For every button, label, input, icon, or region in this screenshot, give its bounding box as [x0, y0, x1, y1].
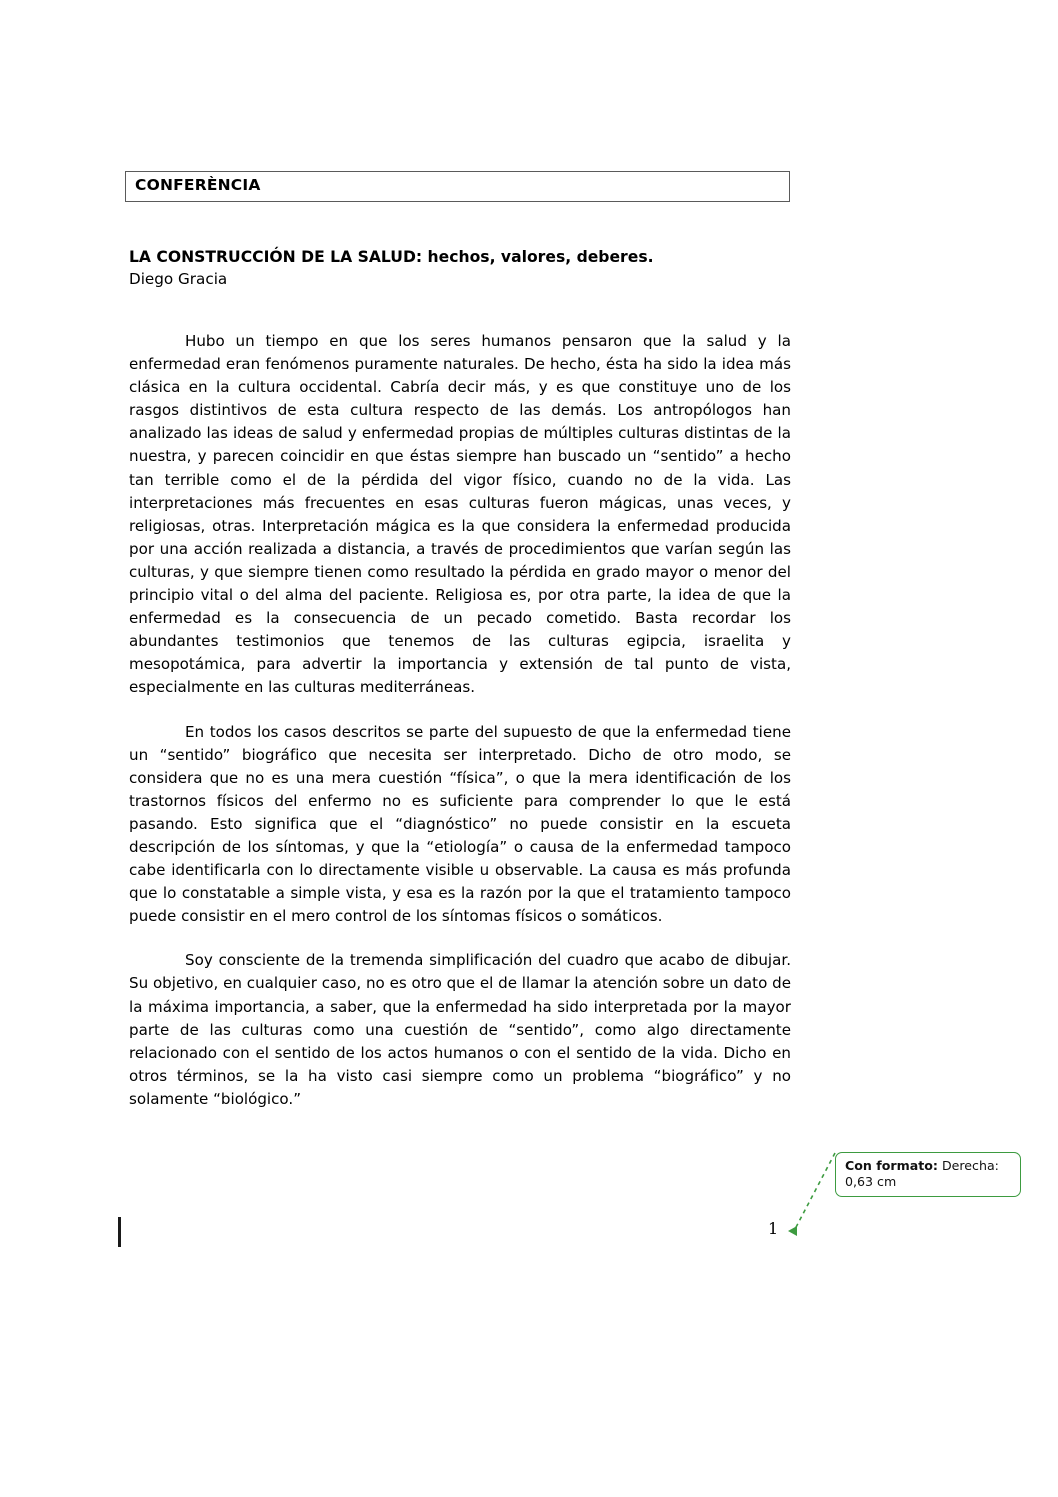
- format-comment-balloon[interactable]: [835, 1152, 1021, 1197]
- body-paragraph: En todos los casos descritos se parte del supuesto de que la enfermedad tiene un “sentido” biográfico que necesita ser interpretado. Dicho de otro modo, se considera que no es una mera cuestión “física”, o que la mera identificación de los trastornos físicos del enfermo no es suficiente para comprender lo que le está pasando. Esto significa que el “diagnóstico” no puede consistir en la escueta descripción de los síntomas, y que la “etiología” o causa de la enfermedad tampoco cabe identificarla con lo directamente visible u observable. La causa es más profunda que lo constatable a simple vista, y esa es la razón por la que el tratamiento tampoco puede consistir en el mero control de los síntomas físicos o somáticos.: [129, 722, 791, 926]
- page-number: 1: [768, 1219, 779, 1238]
- format-comment-key: Con formato:: [845, 1158, 938, 1173]
- title-block: [129, 246, 794, 290]
- document-author: Diego Gracia: [129, 270, 228, 288]
- body-paragraph: Soy consciente de la tremenda simplificación del cuadro que acabo de dibujar. Su objetivo, en cualquier caso, no es otro que el de llamar la atención sobre un dato de la máxima importancia, a saber, que la enfermedad ha sido interpretada por la mayor parte de las culturas como una cuestión de “sentido”, como algo directamente relacionado con el sentido de los actos humanos o con el sentido de la vida. Dicho en otros términos, se la ha visto casi siempre como un problema “biográfico” y no solamente “biológico.”: [129, 951, 791, 1108]
- header-section-label: CONFERÈNCIA: [135, 176, 261, 194]
- comment-leader-arrow-icon: [788, 1226, 797, 1236]
- header-section-box: [125, 171, 790, 202]
- body-paragraph: Hubo un tiempo en que los seres humanos pensaron que la salud y la enfermedad eran fenómenos puramente naturales. De hecho, ésta ha sido la idea más clásica en la cultura occidental. Cabría decir más, y es que constituye uno de los rasgos distintivos de esta cultura respecto de las demás. Los antropólogos han analizado las ideas de salud y enfermedad propias de múltiples culturas distintas de la nuestra, y parecen coincidir en que éstas siempre han buscado un “sentido” a hecho tan terrible como el de la pérdida del vigor físico, cuando no de la vida. Las interpretaciones más frecuentes en esas culturas fueron mágicas, unas veces, y religiosas, otras. Interpretación mágica es la que considera la enfermedad producida por una acción realizada a distancia, a través de procedimientos que varían según las culturas, y que siempre tienen como resultado la pérdida en grado mayor o menor del principio vital o del alma del paciente. Religiosa es, por otra parte, la idea de que la enfermedad es la consecuencia de un pecado cometido. Basta recordar los abundantes testimonios que tenemos de las culturas egipcia, israelita y mesopotámica, para advertir la importancia y extensión de tal punto de vista, especialmente en las culturas mediterráneas.: [129, 332, 791, 697]
- format-comment-value: Derecha: 0,63 cm: [845, 1158, 999, 1189]
- document-body: [129, 330, 791, 1111]
- page-title: LA CONSTRUCCIÓN DE LA SALUD: hechos, valores, deberes.: [129, 248, 654, 266]
- revision-change-bar: [118, 1217, 121, 1247]
